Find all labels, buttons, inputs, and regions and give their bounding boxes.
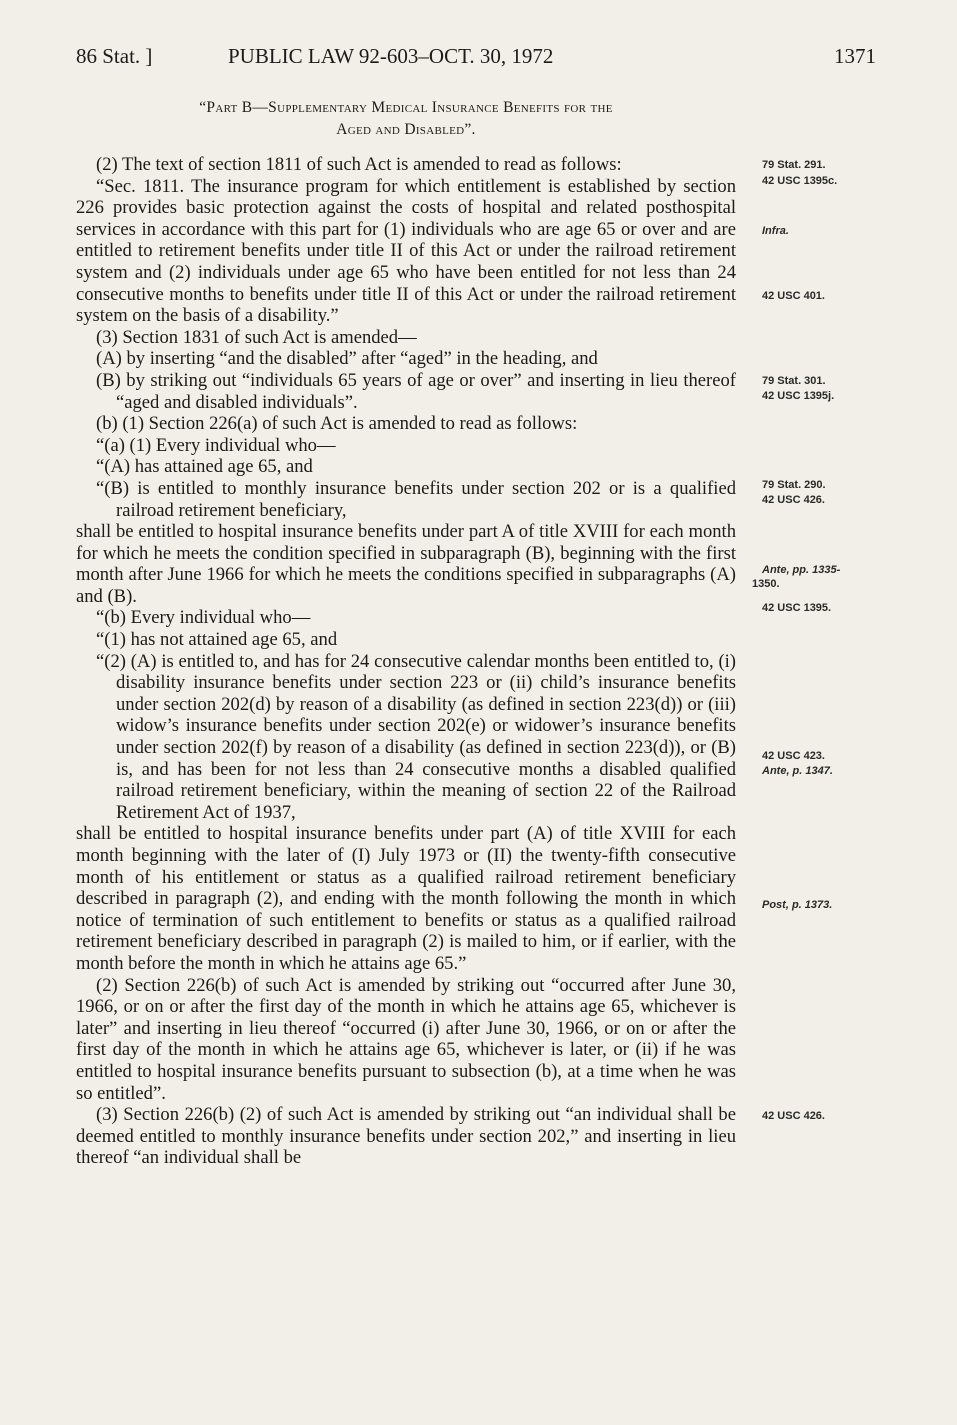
law-title: PUBLIC LAW 92-603–OCT. 30, 1972 bbox=[228, 44, 554, 68]
margin-note: 42 USC 1395j. bbox=[762, 390, 835, 402]
paragraph: “(a) (1) Every individual who— bbox=[96, 434, 336, 456]
part-heading-line-2: Aged and Disabled”. bbox=[336, 121, 476, 138]
paragraph: “(B) is entitled to monthly insurance benefits under section 202 or is a qualified railroad retirement beneficiary, bbox=[96, 477, 736, 521]
paragraph: “Sec. 1811. The insurance program for which entitlement is established by section 226 provides basic protection against the costs of hospital and related posthospital services in accordance with this part for (1) individuals who are age 65 or over and are entitled to retirement benefits under title II of this Act or under the railroad retirement system and (2) individuals under age 65 who have been entitled for not less than 24 consecutive months to benefits under title II of this Act or under the railroad retirement system on the basis of a disability.” bbox=[76, 175, 736, 327]
margin-note: 42 USC 423. bbox=[762, 750, 825, 762]
paragraph: (2) Section 226(b) of such Act is amended by striking out “occurred after June 30, 1966, or on or after the first day of the month in which he attains age 65, whichever is later” and inserting in lieu thereof “occurred (i) after June 30, 1966, or on or after the first day of the month in which he attains age 65, whichever is later, or (ii) if he was entitled to hospital insurance benefits pursuant to subsection (b), at a time when he was so entitled”. bbox=[76, 974, 736, 1104]
margin-note: 42 USC 1395. bbox=[762, 602, 832, 614]
paragraph: “(b) Every individual who— bbox=[96, 607, 311, 629]
part-heading-line-1: “Part B—Supplementary Medical Insurance Benefits for the bbox=[199, 99, 613, 116]
margin-note: 79 Stat. 290. bbox=[762, 479, 826, 491]
page-number: 1371 bbox=[834, 44, 876, 68]
paragraph: (A) by inserting “and the disabled” after “aged” in the heading, and bbox=[96, 348, 598, 370]
margin-note: 42 USC 1395c. bbox=[762, 175, 838, 187]
paragraph: (B) by striking out “individuals 65 years of age or over” and inserting in lieu thereof “aged and disabled individuals”. bbox=[96, 369, 736, 413]
margin-note: Ante, pp. 1335- bbox=[762, 564, 841, 576]
document-body bbox=[76, 154, 736, 1169]
paragraph: (3) Section 1831 of such Act is amended— bbox=[96, 326, 417, 348]
part-heading bbox=[76, 97, 736, 141]
margin-note: Infra. bbox=[762, 225, 789, 237]
margin-note: Ante, p. 1347. bbox=[762, 765, 833, 777]
paragraph: “(A) has attained age 65, and bbox=[96, 456, 313, 478]
page-header bbox=[76, 44, 876, 74]
volume-citation: 86 Stat. ] bbox=[76, 44, 153, 68]
paragraph: “(1) has not attained age 65, and bbox=[96, 629, 338, 651]
paragraph: (3) Section 226(b) (2) of such Act is amended by striking out “an individual shall be deemed entitled to monthly insurance benefits under section 202,” and inserting in lieu thereof “an individual shall be bbox=[76, 1104, 736, 1169]
paragraph: (b) (1) Section 226(a) of such Act is amended to read as follows: bbox=[96, 413, 578, 435]
paragraph: “(2) (A) is entitled to, and has for 24 consecutive calendar months been entitled to, (i) disability insurance benefits under section 223 or (ii) child’s insurance benefits under section 202(d) by reason of a disability (as defined in section 223(d)) or (iii) widow’s insurance benefits under section 202(e) or widower’s insurance benefits under section 202(f) by reason of a disability (as defined in section 223(d)), or (B) is, and has been for not less than 24 consecutive months a disabled qualified railroad retirement beneficiary, within the meaning of section 22 of the Railroad Retirement Act of 1937, bbox=[96, 650, 736, 823]
paragraph: (2) The text of section 1811 of such Act is amended to read as follows: bbox=[96, 154, 622, 175]
margin-note: 79 Stat. 291. bbox=[762, 159, 826, 171]
margin-note: Post, p. 1373. bbox=[762, 899, 833, 911]
margin-note: 42 USC 426. bbox=[762, 494, 825, 506]
margin-note: 79 Stat. 301. bbox=[762, 375, 826, 387]
paragraph: shall be entitled to hospital insurance benefits under part A of title XVIII for each month for which he meets the condition specified in subparagraph (B), beginning with the first month after June 1966 for which he meets the conditions specified in subparagraphs (A) and (B). bbox=[76, 521, 736, 607]
margin-note: 1350. bbox=[752, 578, 780, 590]
paragraph: shall be entitled to hospital insurance benefits under part (A) of title XVIII for each month beginning with the later of (I) July 1973 or (II) the twenty-fifth consecutive month of his entitlement or status as a qualified railroad retirement beneficiary described in paragraph (2), and ending with the month following the month in which notice of termination of such entitlement to benefits or status as a qualified railroad retirement beneficiary described in paragraph (2) is mailed to him, or if earlier, with the month before the month in which he attains age 65.” bbox=[76, 823, 736, 974]
margin-note: 42 USC 401. bbox=[762, 290, 825, 302]
margin-note: 42 USC 426. bbox=[762, 1110, 825, 1122]
